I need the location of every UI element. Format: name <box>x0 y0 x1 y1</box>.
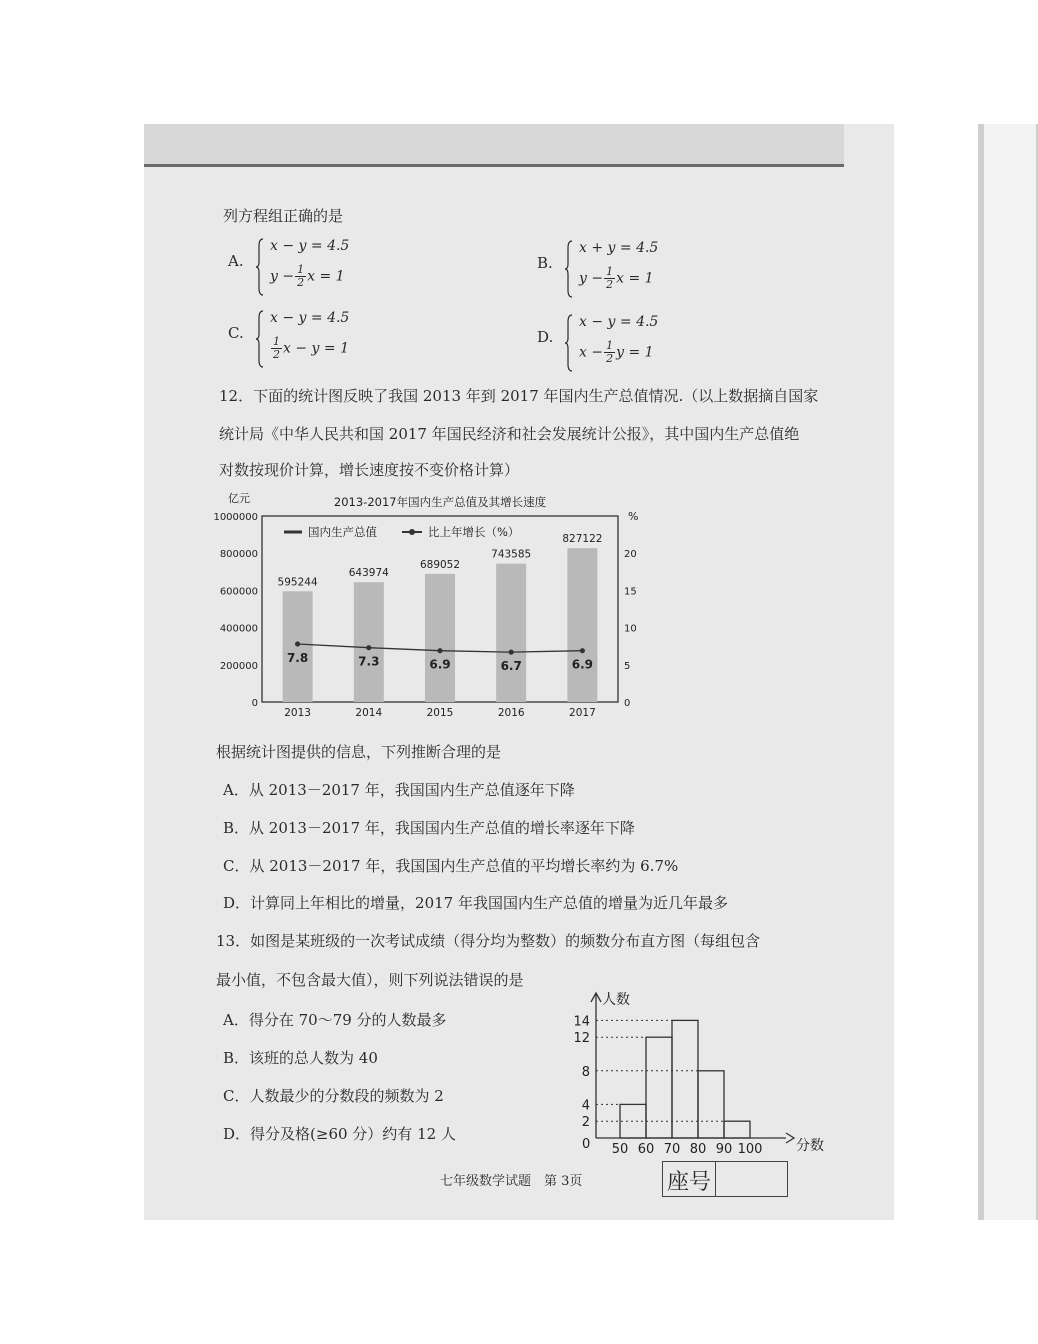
left-tick-label: 200000 <box>219 660 258 672</box>
left-brace <box>565 240 573 298</box>
equation-2-pre: y − <box>579 270 604 287</box>
gdp-bar-label: 643974 <box>348 567 389 580</box>
left-brace <box>256 310 264 368</box>
paper-strip <box>984 124 1036 1220</box>
right-tick-label: 5 <box>624 660 631 672</box>
fraction-denominator: 2 <box>273 348 280 361</box>
histogram-bar <box>724 1121 750 1138</box>
equation-system <box>565 240 685 298</box>
left-brace <box>565 314 573 372</box>
q11-stem: 列方程组正确的是 <box>223 207 344 225</box>
growth-label: 6.7 <box>500 659 522 674</box>
gdp-bar <box>425 574 455 702</box>
fraction-numerator: 1 <box>606 265 614 278</box>
equation-2-post: y = 1 <box>616 344 654 361</box>
fraction-denominator: 2 <box>606 278 614 291</box>
q11-option-letter: B. <box>537 254 553 272</box>
y-tick-label: 4 <box>581 1098 590 1114</box>
y-axis-label: 人数 <box>602 992 630 1008</box>
year-tick-label: 2014 <box>355 707 383 719</box>
growth-label: 7.8 <box>286 650 309 665</box>
y-tick-label: 8 <box>581 1064 590 1080</box>
x-tick-label: 100 <box>737 1142 763 1157</box>
q11-option-letter: A. <box>228 252 244 270</box>
page-footer: 七年级数学试题 第 3页 <box>440 1174 583 1189</box>
equation-1: x − y = 4.5 <box>579 314 659 330</box>
fraction-numerator: 1 <box>606 339 614 352</box>
gdp-bar <box>567 548 597 702</box>
right-tick-label: 15 <box>624 586 637 598</box>
gdp-bar-label: 743585 <box>491 548 532 561</box>
left-tick-label: 400000 <box>219 623 258 635</box>
year-tick-label: 2013 <box>284 707 311 719</box>
gdp-bar-label: 827122 <box>562 533 603 546</box>
gdp-bar <box>283 591 313 702</box>
histogram-chart <box>560 982 824 1158</box>
q13-option-d: D．得分及格(≥60 分）约有 12 人 <box>223 1125 456 1143</box>
q13-line1: 13．如图是某班级的一次考试成绩（得分均为整数）的频数分布直方图（每组包含 <box>216 932 761 950</box>
seat-divider <box>715 1162 716 1196</box>
equation-2-post: x = 1 <box>307 268 345 285</box>
fraction-numerator: 1 <box>273 335 280 348</box>
y-tick-label: 14 <box>573 1014 590 1030</box>
right-tick-label: 0 <box>624 698 631 709</box>
right-unit: % <box>628 510 639 523</box>
x-tick-label: 70 <box>663 1142 681 1157</box>
equation-1: x − y = 4.5 <box>270 238 350 254</box>
growth-point <box>580 648 585 653</box>
q13-option-a: A．得分在 70～79 分的人数最多 <box>223 1011 447 1029</box>
fraction-denominator: 2 <box>297 276 305 289</box>
left-brace <box>256 238 264 296</box>
legend-bar-label: 国内生产总值 <box>308 525 377 539</box>
q13-option-b: B．该班的总人数为 40 <box>223 1049 378 1067</box>
chart-title: 2013-2017年国内生产总值及其增长速度 <box>333 495 547 509</box>
x-tick-label: 60 <box>637 1142 655 1157</box>
growth-point <box>509 650 514 655</box>
q12-option-a: A．从 2013－2017 年，我国国内生产总值逐年下降 <box>223 781 575 799</box>
x-tick-label: 80 <box>689 1142 707 1157</box>
q13-option-c: C．人数最少的分数段的频数为 2 <box>223 1087 444 1105</box>
year-tick-label: 2015 <box>426 707 454 719</box>
y-tick-label: 2 <box>581 1115 590 1131</box>
q12-question: 根据统计图提供的信息，下列推断合理的是 <box>216 743 502 761</box>
fraction-numerator: 1 <box>297 263 305 276</box>
y-tick-label: 12 <box>573 1031 590 1047</box>
left-tick-label: 0 <box>251 698 258 709</box>
q12-line3: 对数按现价计算，增长速度按不变价格计算） <box>219 461 520 479</box>
q12-option-b: B．从 2013－2017 年，我国国内生产总值的增长率逐年下降 <box>223 819 635 837</box>
q12-line1: 12．下面的统计图反映了我国 2013 年到 2017 年国内生产总值情况.（以上数据摘自国家 <box>219 387 819 405</box>
left-unit: 亿元 <box>228 492 250 505</box>
q11-option-letter: C. <box>228 324 244 342</box>
equation-system <box>256 238 376 296</box>
x-axis-label: 分数 <box>796 1138 824 1154</box>
year-tick-label: 2016 <box>497 707 525 719</box>
histogram-bar <box>646 1037 672 1138</box>
growth-label: 6.9 <box>571 657 594 672</box>
histogram-bar <box>698 1071 724 1138</box>
equation-2-pre: y − <box>270 268 295 285</box>
equation-2 <box>270 264 345 289</box>
q12-option-c: C．从 2013－2017 年，我国国内生产总值的平均增长率约为 6.7% <box>223 857 679 875</box>
seat-number-box <box>662 1161 788 1197</box>
gdp-bar-label: 689052 <box>419 558 461 571</box>
left-tick-label: 1000000 <box>213 512 258 523</box>
x-tick-label: 50 <box>611 1142 629 1157</box>
gdp-bar <box>354 582 384 702</box>
equation-2-pre: x − <box>579 344 604 361</box>
fraction <box>604 266 615 291</box>
growth-label: 7.3 <box>358 654 380 669</box>
fraction <box>604 340 615 365</box>
gdp-chart <box>200 486 650 726</box>
fraction <box>295 264 306 289</box>
legend-line-label: 比上年增长（%） <box>428 525 520 539</box>
growth-point <box>366 645 371 650</box>
left-tick-label: 800000 <box>219 549 258 561</box>
equation-1: x − y = 4.5 <box>270 310 350 326</box>
growth-label: 6.9 <box>429 657 451 672</box>
equation-2-post: x = 1 <box>616 270 654 287</box>
x-axis-arrow <box>786 1133 794 1143</box>
equation-2 <box>270 336 349 361</box>
legend-line-marker <box>409 529 415 535</box>
seat-label: 座号 <box>667 1170 712 1195</box>
growth-point <box>295 641 300 646</box>
x-tick-label: 90 <box>715 1142 733 1157</box>
origin-label: 0 <box>582 1137 591 1152</box>
gdp-bar-label: 595244 <box>277 576 318 589</box>
equation-system <box>565 314 685 372</box>
equation-2-post: x − y = 1 <box>283 340 349 357</box>
growth-point <box>437 648 442 653</box>
equation-1: x + y = 4.5 <box>579 240 659 256</box>
q13-line2: 最小值，不包含最大值），则下列说法错误的是 <box>216 971 524 989</box>
left-tick-label: 600000 <box>219 586 258 598</box>
equation-2 <box>579 340 654 365</box>
q12-option-d: D．计算同上年相比的增量，2017 年我国国内生产总值的增量为近几年最多 <box>223 894 728 912</box>
q12-line2: 统计局《中华人民共和国 2017 年国民经济和社会发展统计公报》，其中国内生产总值绝 <box>219 425 800 443</box>
right-tick-label: 20 <box>624 549 637 561</box>
histogram-bar <box>672 1020 698 1138</box>
right-tick-label: 10 <box>624 623 637 635</box>
fraction-denominator: 2 <box>606 352 614 365</box>
year-tick-label: 2017 <box>569 707 596 719</box>
top-band <box>144 124 844 167</box>
gdp-bar <box>496 564 526 702</box>
q11-option-letter: D. <box>537 328 554 346</box>
fraction <box>271 336 282 361</box>
equation-2 <box>579 266 654 291</box>
equation-system <box>256 310 376 368</box>
